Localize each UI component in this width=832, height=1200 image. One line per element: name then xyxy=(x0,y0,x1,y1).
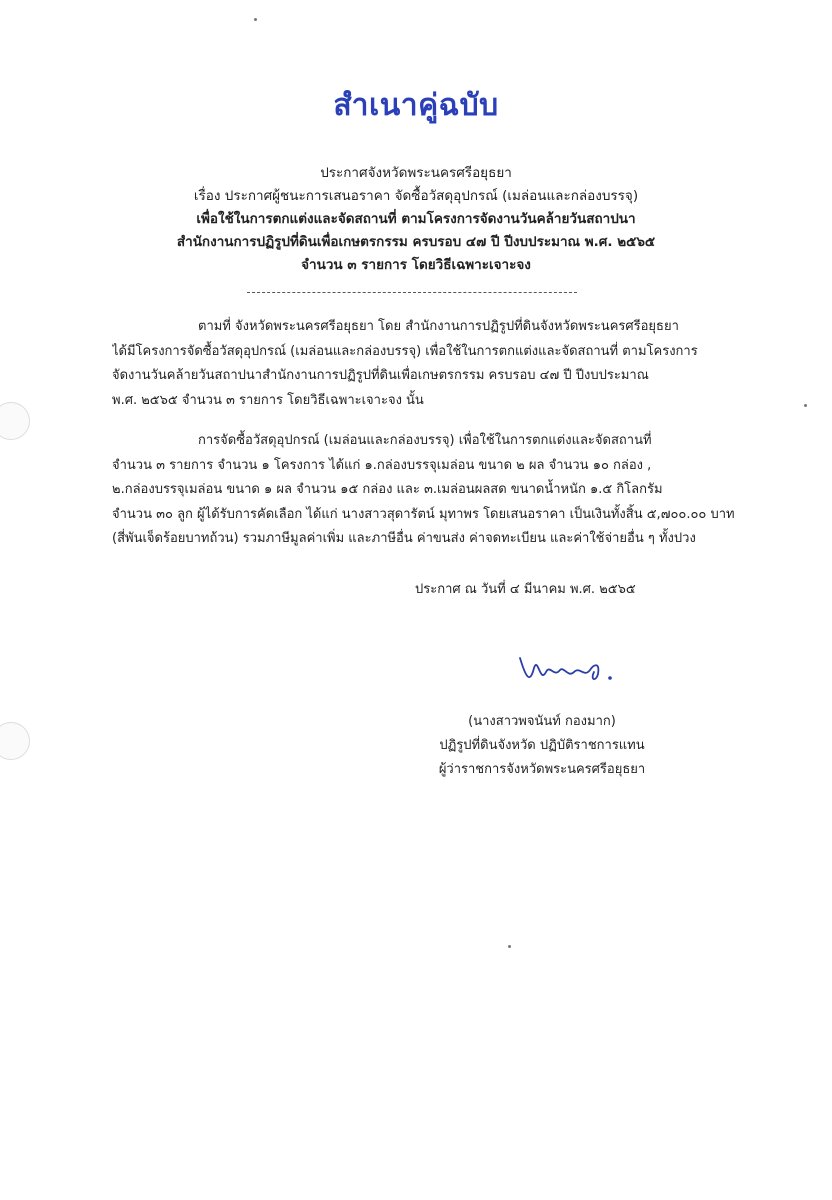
paragraph-line: (สี่พันเจ็ดร้อยบาทถ้วน) รวมภาษีมูลค่าเพิ่ม และภาษีอื่น ค่าขนส่ง ค่าจดทะเบียน และค่าใช้จ่ายอื่น ๆ ทั้งปวง xyxy=(112,531,696,546)
paragraph-line: ได้มีโครงการจัดซื้อวัสดุอุปกรณ์ (เมล่อนและกล่องบรรจุ) เพื่อใช้ในการตกแต่งและจัดสถานที่ ตามโครงการ xyxy=(112,343,698,359)
header-subject-line-4: จำนวน ๓ รายการ โดยวิธีเฉพาะเจาะจง xyxy=(301,257,531,273)
separator-line xyxy=(247,292,577,293)
scan-speck xyxy=(804,404,807,407)
signature-block xyxy=(412,710,672,782)
paragraph-line: จำนวน ๓ รายการ จำนวน ๑ โครงการ ได้แก่ ๑.กล่องบรรจุเมล่อน ขนาด ๒ ผล จำนวน ๑๐ กล่อง , xyxy=(112,457,652,473)
paragraph-line: การจัดซื้อวัสดุอุปกรณ์ (เมล่อนและกล่องบรรจุ) เพื่อใช้ในการตกแต่งและจัดสถานที่ xyxy=(198,433,652,448)
header-issuer: ประกาศจังหวัดพระนครศรีอยุธยา xyxy=(320,165,512,181)
header-subject: เรื่อง ประกาศผู้ชนะการเสนอราคา จัดซื้อวัสดุอุปกรณ์ (เมล่อนและกล่องบรรจุ) xyxy=(193,188,639,204)
signatory-position: ผู้ว่าราชการจังหวัดพระนครศรีอยุธยา xyxy=(438,762,646,777)
signatory-position: ปฏิรูปที่ดินจังหวัด ปฏิบัติราชการแทน xyxy=(439,738,645,753)
paragraph-background xyxy=(112,315,740,413)
paragraph-line: ๒.กล่องบรรจุเมล่อน ขนาด ๑ ผล จำนวน ๑๕ กล่อง และ ๓.เมล่อนผลสด ขนาดน้ำหนัก ๑.๕ กิโลกรัม xyxy=(112,482,663,497)
paragraph-line: ตามที่ จังหวัดพระนครศรีอยุธยา โดย สำนักงานการปฏิรูปที่ดินจังหวัดพระนครศรีอยุธยา xyxy=(198,319,679,334)
paragraph-line: จำนวน ๓๐ ลูก ผู้ได้รับการคัดเลือก ได้แก่ นางสาวสุดารัตน์ มุทาพร โดยเสนอราคา เป็นเงินทั้งสิ้น ๕,๗๐๐.๐๐ บาท xyxy=(112,506,735,522)
copy-stamp: สำเนาคู่ฉบับ xyxy=(333,88,499,123)
punch-hole xyxy=(0,722,30,760)
handwritten-signature xyxy=(514,648,624,693)
signatory-name: (นางสาวพจนันท์ กองมาก) xyxy=(468,714,616,729)
punch-hole xyxy=(0,402,30,440)
announcement-date: ประกาศ ณ วันที่ ๔ มีนาคม พ.ศ. ๒๕๖๕ xyxy=(415,582,636,597)
paragraph-award xyxy=(112,429,740,552)
header-subject-line-3: สำนักงานการปฏิรูปที่ดินเพื่อเกษตรกรรม ครบรอบ ๔๗ ปี ปีงบประมาณ พ.ศ. ๒๕๖๕ xyxy=(176,234,656,250)
scan-speck xyxy=(254,18,257,21)
header-subject-line-2: เพื่อใช้ในการตกแต่งและจัดสถานที่ ตามโครงการจัดงานวันคล้ายวันสถาปนา xyxy=(196,211,636,227)
announcement-header xyxy=(0,162,832,277)
scan-speck xyxy=(508,945,511,948)
paragraph-line: จัดงานวันคล้ายวันสถาปนาสำนักงานการปฏิรูปที่ดินเพื่อเกษตรกรรม ครบรอบ ๔๗ ปี ปีงบประมาณ xyxy=(112,368,649,383)
paragraph-line: พ.ศ. ๒๕๖๕ จำนวน ๓ รายการ โดยวิธีเฉพาะเจาะจง นั้น xyxy=(112,392,424,408)
